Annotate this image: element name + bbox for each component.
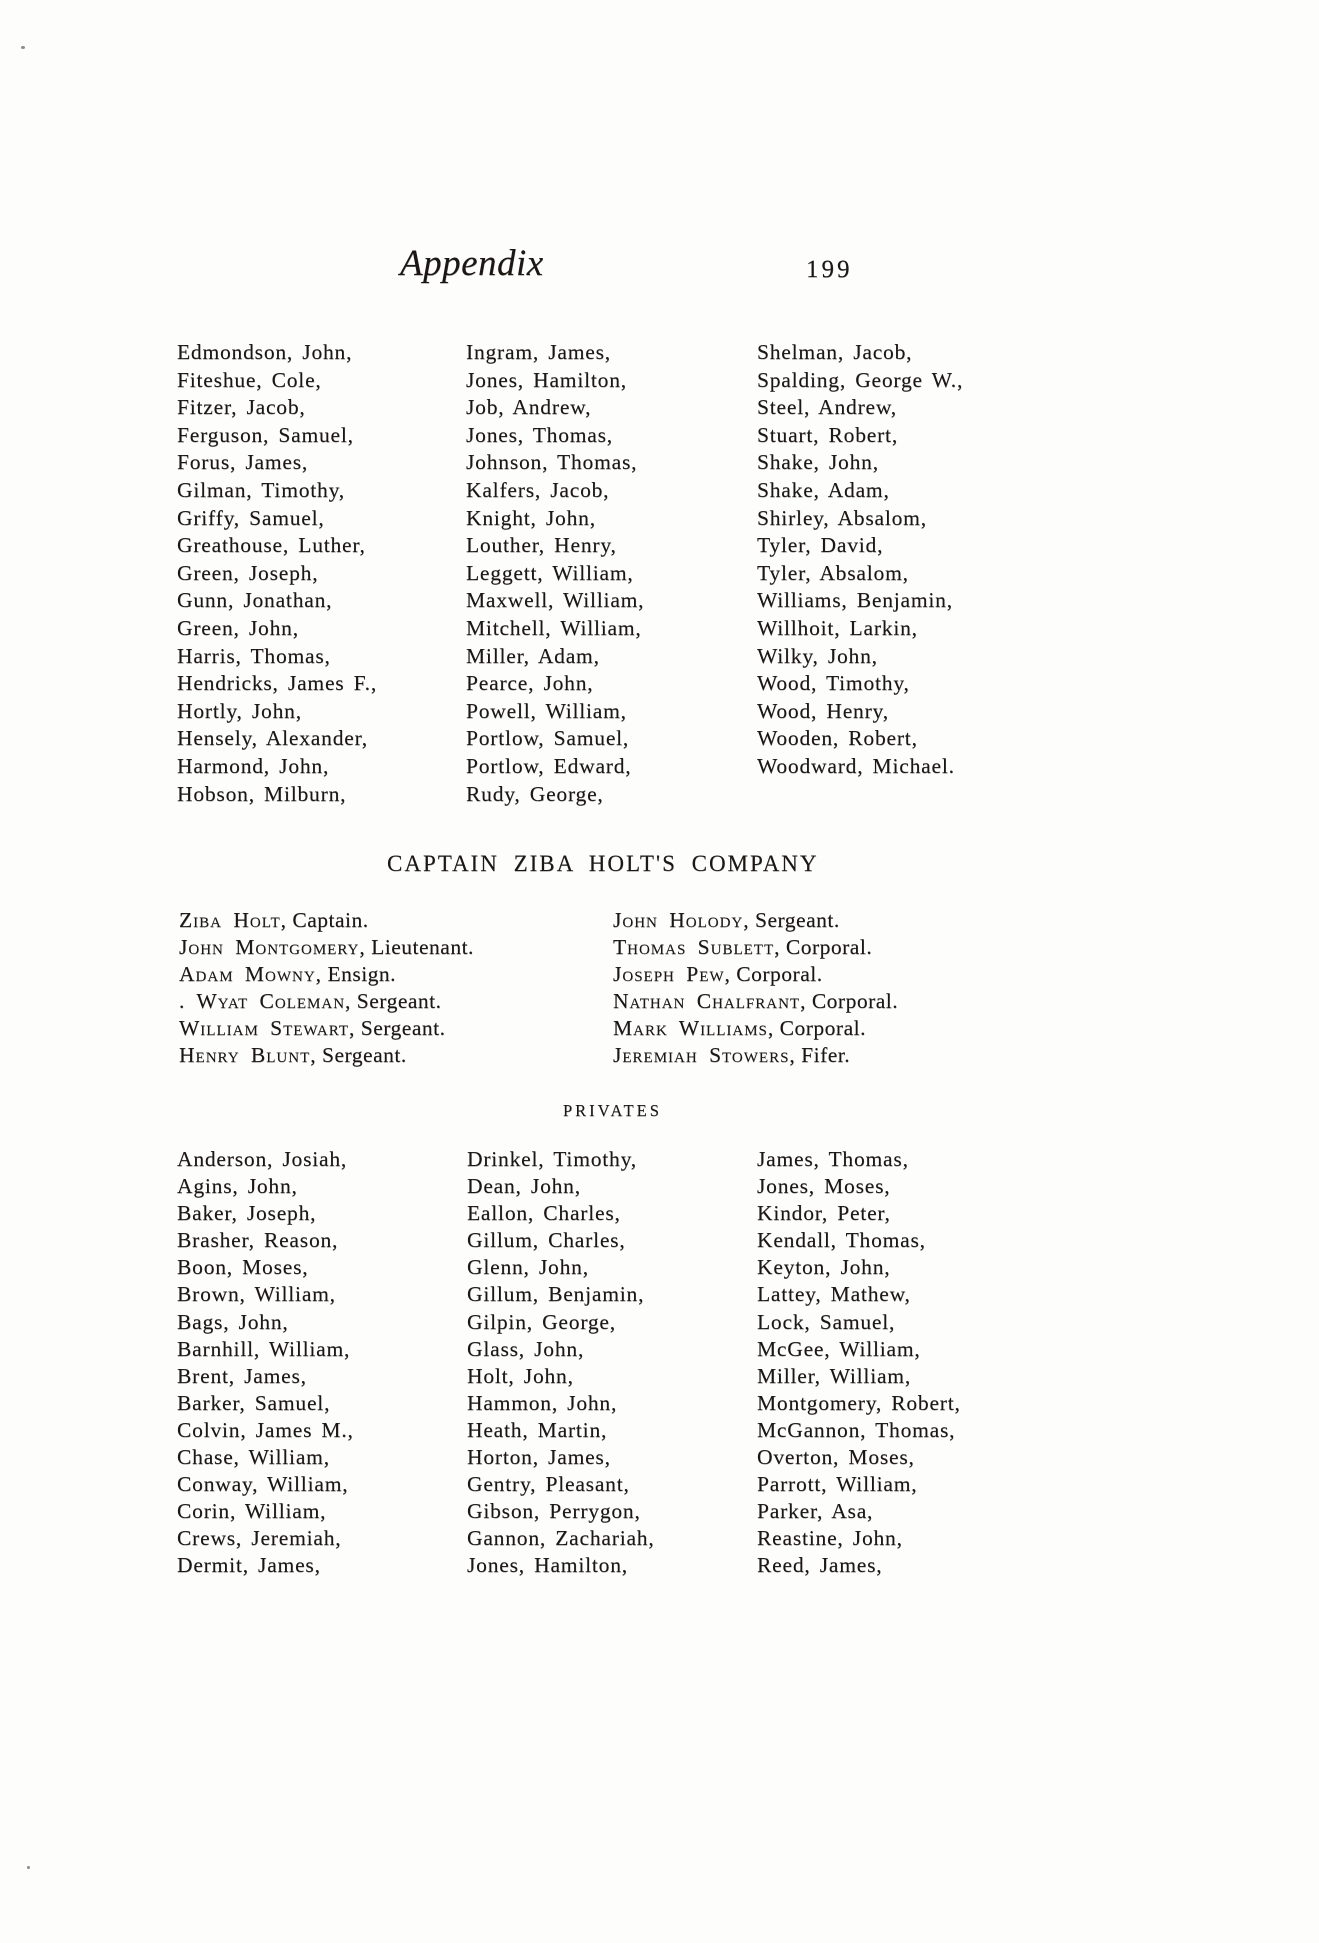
roster-name: Fitzer, Jacob, — [177, 395, 306, 420]
roster-name: Green, John, — [177, 615, 299, 640]
officer-name: Mark Williams, — [613, 1016, 775, 1040]
officer-name: Henry Blunt, — [179, 1043, 317, 1067]
officer-rank: Corporal. — [779, 1016, 866, 1040]
roster-name: Shelman, Jacob, — [757, 340, 913, 364]
roster-name: Brasher, Reason, — [177, 1228, 339, 1253]
roster-name: Glenn, John, — [467, 1255, 589, 1280]
roster-name: Harris, Thomas, — [177, 643, 331, 668]
officer-name: Nathan Chalfrant, — [613, 989, 807, 1013]
roster-name: Edmondson, John, — [177, 340, 353, 364]
roster-name: Ingram, James, — [466, 340, 611, 364]
roster-name: Gibson, Perrygon, — [467, 1499, 641, 1524]
roster-column-2 — [466, 339, 644, 808]
roster-name: Steel, Andrew, — [757, 395, 897, 420]
roster-name: Lattey, Mathew, — [757, 1282, 911, 1307]
page-number: 199 — [806, 256, 853, 283]
roster-name: Forus, James, — [177, 450, 309, 475]
roster-name: Stuart, Robert, — [757, 422, 898, 447]
officer-entry — [613, 1042, 898, 1069]
roster-name: Shirley, Absalom, — [757, 505, 927, 530]
roster-name: Baker, Joseph, — [177, 1201, 317, 1226]
roster-name: Willhoit, Larkin, — [757, 615, 918, 640]
privates-column-2 — [467, 1146, 655, 1580]
roster-name: Barker, Samuel, — [177, 1390, 331, 1415]
roster-name: Glass, John, — [467, 1336, 585, 1361]
officer-entry — [179, 934, 474, 961]
roster-name: Powell, William, — [466, 698, 627, 723]
roster-name: Gentry, Pleasant, — [467, 1472, 630, 1497]
officer-name: William Stewart, — [179, 1016, 356, 1040]
roster-name: Jones, Hamilton, — [467, 1553, 628, 1578]
roster-name: Dean, John, — [467, 1174, 581, 1199]
roster-name: Horton, James, — [467, 1445, 611, 1470]
officer-entry — [179, 988, 474, 1015]
roster-name: Portlow, Samuel, — [466, 726, 630, 751]
officer-rank: Sergeant. — [755, 908, 840, 932]
officer-entry — [179, 961, 474, 988]
roster-name: Wood, Henry, — [757, 698, 889, 723]
officer-entry — [613, 934, 898, 961]
roster-name: Colvin, James M., — [177, 1417, 354, 1442]
roster-name: Maxwell, William, — [466, 588, 645, 613]
roster-name: Wooden, Robert, — [757, 726, 918, 751]
roster-name: Jones, Thomas, — [466, 422, 613, 447]
officer-rank: Ensign. — [327, 962, 397, 986]
roster-name: Heath, Martin, — [467, 1417, 608, 1442]
roster-name: Johnson, Thomas, — [466, 450, 638, 475]
officer-rank: Sergeant. — [322, 1043, 407, 1067]
running-title: Appendix — [400, 243, 544, 284]
roster-name: Portlow, Edward, — [466, 753, 632, 778]
roster-name: Miller, Adam, — [466, 643, 600, 668]
roster-name: Jones, Moses, — [757, 1174, 891, 1199]
roster-name: Drinkel, Timothy, — [467, 1147, 637, 1171]
officer-entry — [613, 961, 898, 988]
roster-name: Montgomery, Robert, — [757, 1390, 961, 1415]
roster-name: Wood, Timothy, — [757, 671, 910, 696]
roster-name: Ferguson, Samuel, — [177, 422, 354, 447]
roster-name: Woodward, Michael. — [757, 753, 955, 778]
officer-rank: Sergeant. — [360, 1016, 446, 1040]
officer-name: . Wyat Coleman, — [179, 989, 352, 1013]
roster-name: Keyton, John, — [757, 1255, 891, 1280]
roster-name: Miller, William, — [757, 1363, 912, 1388]
roster-name: Gunn, Jonathan, — [177, 588, 333, 613]
roster-name: Green, Joseph, — [177, 560, 319, 585]
officer-rank: Captain. — [292, 908, 369, 932]
roster-name: Jones, Hamilton, — [466, 367, 627, 392]
roster-name: Job, Andrew, — [466, 395, 592, 420]
roster-name: Conway, William, — [177, 1472, 349, 1497]
officers-column-left — [179, 907, 474, 1069]
roster-name: Brown, William, — [177, 1282, 336, 1307]
roster-name: Tyler, David, — [757, 533, 884, 558]
roster-name: Chase, William, — [177, 1445, 330, 1470]
privates-column-1 — [177, 1146, 354, 1580]
roster-name: Holt, John, — [467, 1363, 574, 1388]
roster-name: Hortly, John, — [177, 698, 302, 723]
officer-rank: Fifer. — [801, 1043, 851, 1067]
officer-name: Thomas Sublett, — [613, 935, 781, 959]
roster-name: Williams, Benjamin, — [757, 588, 953, 613]
roster-name: Overton, Moses, — [757, 1445, 915, 1470]
roster-column-3 — [757, 339, 963, 781]
roster-name: Pearce, John, — [466, 671, 594, 696]
officer-rank: Corporal. — [736, 962, 823, 986]
roster-name: Bags, John, — [177, 1309, 289, 1334]
officer-name: John Montgomery, — [179, 935, 366, 959]
roster-name: Hobson, Milburn, — [177, 781, 347, 806]
officer-rank: Corporal. — [785, 935, 873, 959]
roster-name: Shake, Adam, — [757, 477, 890, 502]
roster-name: Anderson, Josiah, — [177, 1147, 348, 1171]
officer-entry — [613, 907, 898, 934]
roster-name: Reastine, John, — [757, 1526, 903, 1551]
roster-name: James, Thomas, — [757, 1147, 909, 1171]
roster-name: Knight, John, — [466, 505, 596, 530]
roster-name: Kendall, Thomas, — [757, 1228, 926, 1253]
roster-name: Greathouse, Luther, — [177, 533, 366, 558]
officer-rank: Lieutenant. — [371, 935, 474, 959]
roster-name: Griffy, Samuel, — [177, 505, 325, 530]
privates-column-3 — [757, 1146, 961, 1580]
scan-speck — [21, 46, 25, 49]
officer-name: Adam Mowny, — [179, 962, 323, 986]
roster-name: Spalding, George W., — [757, 367, 964, 392]
roster-name: Reed, James, — [757, 1553, 883, 1578]
roster-name: Kalfers, Jacob, — [466, 477, 610, 502]
roster-name: Wilky, John, — [757, 643, 878, 668]
officer-rank: Corporal. — [811, 989, 899, 1013]
officer-name: Jeremiah Stowers, — [613, 1043, 796, 1067]
roster-name: Parrott, William, — [757, 1472, 918, 1497]
privates-heading: PRIVATES — [563, 1101, 662, 1120]
officers-column-right — [613, 907, 898, 1069]
officer-entry — [179, 1042, 474, 1069]
roster-name: Gilman, Timothy, — [177, 477, 345, 502]
roster-name: McGannon, Thomas, — [757, 1417, 956, 1442]
roster-name: Rudy, George, — [466, 781, 604, 806]
officer-name: Joseph Pew, — [613, 962, 731, 986]
roster-name: Gillum, Charles, — [467, 1228, 626, 1253]
roster-name: Brent, James, — [177, 1363, 307, 1388]
roster-name: Hensely, Alexander, — [177, 726, 368, 751]
roster-name: Kindor, Peter, — [757, 1201, 891, 1226]
scan-speck — [27, 1866, 30, 1869]
roster-name: Gilpin, George, — [467, 1309, 616, 1334]
roster-name: Fiteshue, Cole, — [177, 367, 322, 392]
roster-name: Hendricks, James F., — [177, 671, 378, 696]
officer-name: Ziba Holt, — [179, 908, 288, 932]
officer-entry — [179, 907, 474, 934]
roster-name: Harmond, John, — [177, 753, 330, 778]
roster-column-1 — [177, 339, 377, 808]
roster-name: McGee, William, — [757, 1336, 921, 1361]
officer-entry — [179, 1015, 474, 1042]
roster-name: Leggett, William, — [466, 560, 634, 585]
roster-name: Shake, John, — [757, 450, 879, 475]
roster-name: Dermit, James, — [177, 1553, 321, 1578]
roster-name: Eallon, Charles, — [467, 1201, 621, 1226]
officer-rank: Sergeant. — [356, 989, 442, 1013]
roster-name: Corin, William, — [177, 1499, 327, 1524]
roster-name: Hammon, John, — [467, 1390, 618, 1415]
roster-name: Boon, Moses, — [177, 1255, 309, 1280]
roster-name: Gannon, Zachariah, — [467, 1526, 655, 1551]
roster-name: Tyler, Absalom, — [757, 560, 909, 585]
officer-name: John Holody, — [613, 908, 750, 932]
roster-name: Louther, Henry, — [466, 533, 617, 558]
roster-name: Gillum, Benjamin, — [467, 1282, 645, 1307]
roster-name: Agins, John, — [177, 1174, 298, 1199]
roster-name: Parker, Asa, — [757, 1499, 874, 1524]
officer-entry — [613, 988, 898, 1015]
roster-name: Barnhill, William, — [177, 1336, 351, 1361]
roster-name: Lock, Samuel, — [757, 1309, 896, 1334]
roster-name: Mitchell, William, — [466, 615, 642, 640]
company-heading: CAPTAIN ZIBA HOLT'S COMPANY — [387, 851, 819, 876]
roster-name: Crews, Jeremiah, — [177, 1526, 342, 1551]
officer-entry — [613, 1015, 898, 1042]
